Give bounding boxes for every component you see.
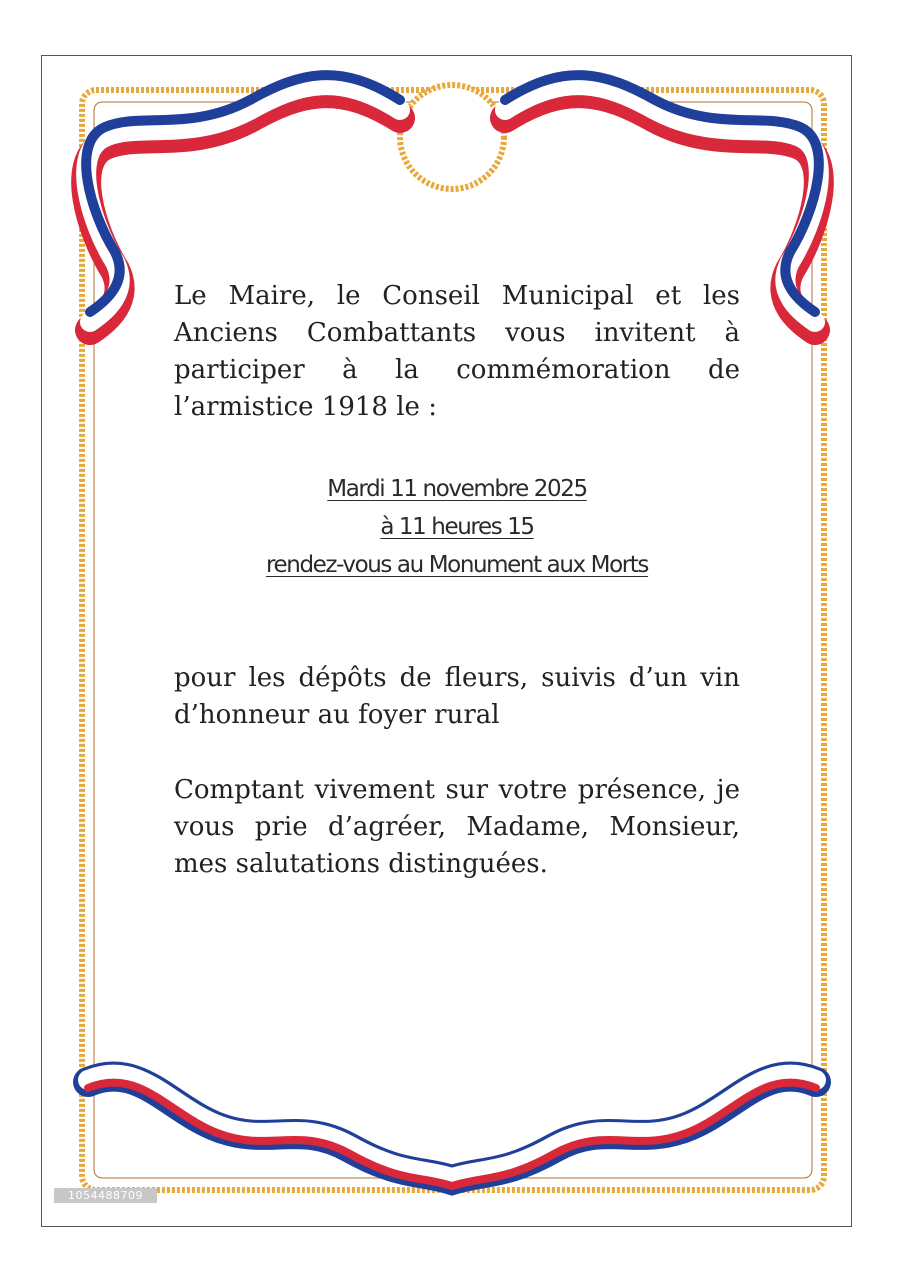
event-meeting-point: rendez-vous au Monument aux Morts <box>265 552 649 578</box>
event-date: Mardi 11 novembre 2025 <box>327 476 587 502</box>
stock-image-id: 1054488709 <box>54 1188 157 1203</box>
invitation-details: pour les dépôts de fleurs, suivis d’un vin d’honneur au foyer rural <box>174 663 740 730</box>
invitation-intro: Le Maire, le Conseil Municipal et les Anciens Combattants vous invitent à participer à la commémoration de l’armistice 1918 le : <box>174 281 740 422</box>
rope-frame <box>82 90 824 1190</box>
invitation-closing: Comptant vivement sur votre présence, je vous prie d’agréer, Madame, Monsieur, mes salutations distinguées. <box>174 775 740 879</box>
event-time: à 11 heures 15 <box>380 514 534 540</box>
event-details <box>174 470 740 584</box>
rope-medallion <box>400 85 504 189</box>
inner-frame-line <box>94 102 812 1178</box>
ribbon-bottom <box>88 1075 816 1186</box>
